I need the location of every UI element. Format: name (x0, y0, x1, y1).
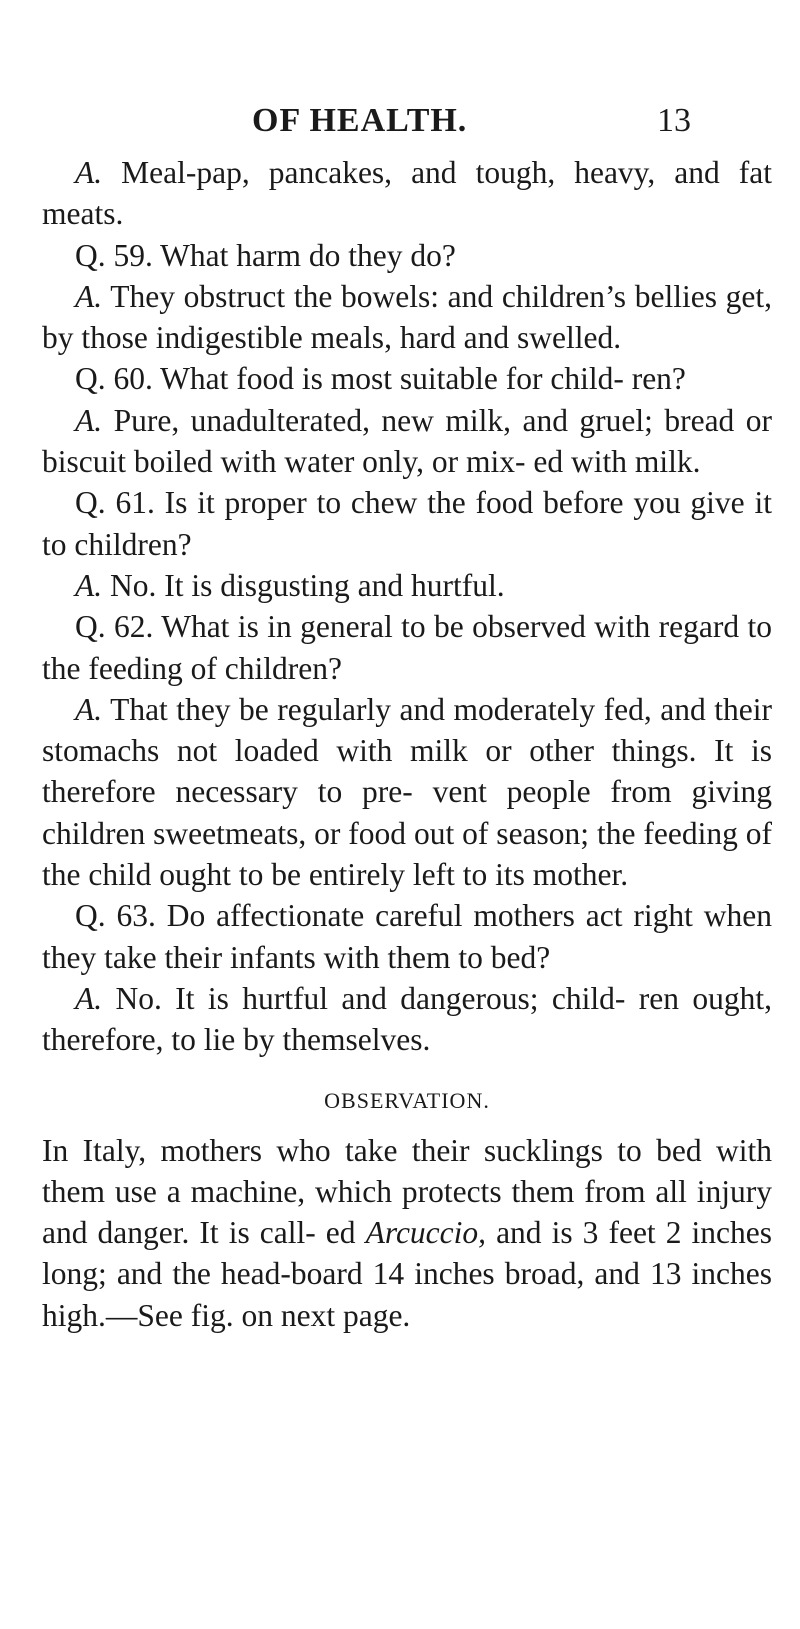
answer-text: No. It is hurtful and dangerous; child- ren ought, therefore, to lie by themselves. (42, 980, 773, 1058)
book-page (42, 0, 772, 1629)
answer-paragraph (42, 152, 772, 235)
question-text: 60. What food is most suitable for child- ren? (113, 361, 686, 397)
body-text (42, 152, 772, 1336)
answer-label: A. (75, 278, 103, 314)
page-header (42, 0, 772, 150)
observation-section (42, 1130, 772, 1336)
answer-paragraph (42, 978, 772, 1061)
question-text: 63. Do affectionate careful mothers act right when they take their infants with them to bed? (42, 898, 772, 975)
question-label: Q. (75, 898, 106, 934)
answer-label: A. (75, 402, 103, 438)
answer-paragraph (42, 400, 772, 483)
answer-text: That they be regularly and moderately fed, and their stomachs not loaded with milk or other things. It is therefore necessary to pre- vent people from giving children sweetmeats, or food out of season; the feeding of the child ought to be entirely left to its mother. (42, 691, 773, 893)
question-label: Q. (75, 485, 106, 521)
observation-text-after: and is 3 feet 2 inches long; and the head-board 14 inches broad, and 13 inches high.—See fig. on next page. (42, 1215, 773, 1333)
question-paragraph (42, 606, 772, 689)
page-number: 13 (657, 102, 691, 139)
question-label: Q. (75, 361, 106, 397)
answer-text: No. It is disgusting and hurtful. (110, 567, 505, 603)
question-text: 62. What is in general to be observed with regard to the feeding of children? (42, 609, 772, 686)
question-paragraph (42, 358, 772, 399)
running-head: OF HEALTH. (252, 102, 468, 139)
answer-paragraph (42, 565, 772, 606)
answer-text: They obstruct the bowels: and children’s bellies get, by those indigestible meals, hard and swelled. (42, 278, 772, 356)
question-text: 59. What harm do they do? (113, 237, 456, 273)
answer-paragraph (42, 276, 772, 359)
question-label: Q. (75, 609, 106, 645)
question-paragraph (42, 482, 772, 565)
answer-label: A. (75, 567, 103, 603)
answer-text: Pure, unadulterated, new milk, and gruel; bread or biscuit boiled with water only, or mix- ed with milk. (42, 402, 773, 480)
question-paragraph (42, 895, 772, 978)
observation-term: Arcuccio, (365, 1215, 487, 1251)
answer-paragraph (42, 689, 772, 895)
observation-paragraph (42, 1130, 772, 1336)
answer-label: A. (75, 155, 103, 190)
answer-text: Meal-pap, pancakes, and tough, heavy, and fat meats. (42, 155, 773, 232)
observation-text-before: In Italy, mothers who take their sucklings to bed with them use a machine, which protects them from all injury and danger. It is call- ed (42, 1132, 772, 1251)
question-paragraph (42, 235, 772, 276)
answer-label: A. (75, 691, 103, 727)
question-label: Q. (75, 237, 106, 273)
answer-label: A. (75, 980, 103, 1016)
observation-heading: OBSERVATION. (324, 1087, 490, 1113)
question-text: 61. Is it proper to chew the food before you give it to children? (42, 485, 772, 562)
